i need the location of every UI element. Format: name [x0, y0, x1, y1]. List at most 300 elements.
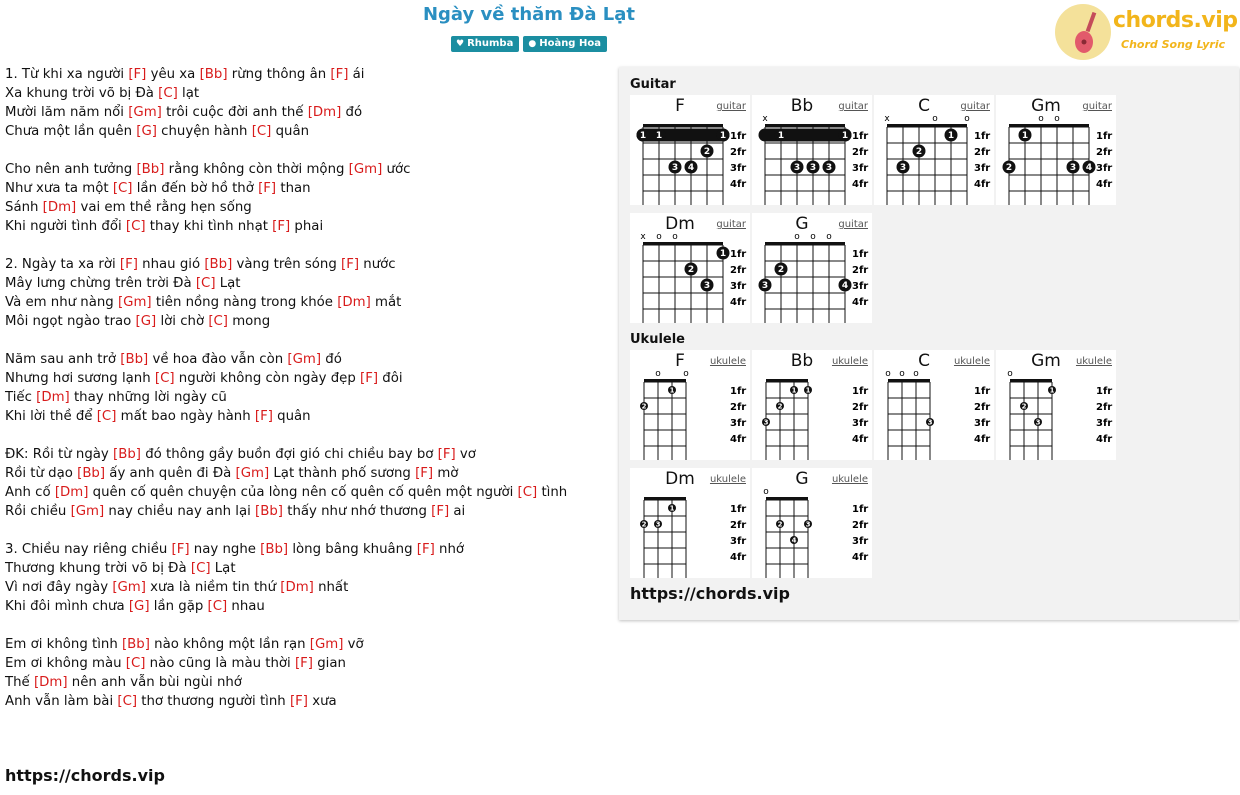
chord-link[interactable]: [Dm]	[36, 390, 70, 405]
fretboard-grid	[630, 213, 750, 323]
chord-type-link[interactable]: guitar	[1082, 101, 1112, 112]
open-mark: o	[656, 232, 662, 242]
chord-link[interactable]: [G]	[128, 599, 150, 614]
lyric-text: ĐK: Rồi từ ngày	[5, 447, 114, 462]
chord-type-link[interactable]: ukulele	[831, 474, 868, 485]
chord-name: Bb	[790, 351, 814, 371]
open-mark: o	[899, 369, 905, 379]
lyric-text: ấy anh quên đi Đà	[105, 466, 236, 481]
lyric-text: mất bao ngày hành	[116, 409, 255, 424]
lyric-spacer	[5, 426, 615, 445]
lyric-text: nên anh vẫn bùi ngùi nhớ	[67, 675, 242, 690]
lyric-text: vơ	[455, 447, 476, 462]
mute-mark: x	[640, 232, 646, 242]
lyric-text: Thế	[5, 675, 34, 690]
lyric-text: phai	[290, 219, 324, 234]
lyric-text: Vì nơi đây ngày	[5, 580, 113, 595]
lyric-text: Tiếc	[5, 390, 37, 405]
chord-name: Dm	[665, 214, 695, 234]
lyric-text: Chưa một lần quên	[5, 124, 137, 139]
fret-label: 4fr	[852, 552, 869, 563]
chord-type-link[interactable]: ukulele	[709, 356, 746, 367]
chord-link[interactable]: [Dm]	[280, 580, 314, 595]
chord-link[interactable]: [F]	[171, 542, 190, 557]
fretboard-grid	[752, 95, 872, 205]
lyric-spacer	[5, 331, 615, 350]
lyric-text: rằng không còn thời mộng	[164, 162, 349, 177]
chord-link[interactable]: [F]	[360, 371, 379, 386]
lyric-text: Em ơi không màu	[5, 656, 126, 671]
chord-type-link[interactable]: guitar	[838, 219, 868, 230]
chord-name: C	[918, 351, 930, 371]
chord-link[interactable]: [Bb]	[113, 447, 141, 462]
lyric-line	[5, 160, 615, 179]
chord-link[interactable]: [Gm]	[287, 352, 322, 367]
fret-label: 4fr	[1096, 434, 1113, 445]
fret-label: 2fr	[852, 147, 869, 158]
chord-link[interactable]: [F]	[330, 67, 349, 82]
lyric-text: đó thông gầy buồn đợi gió chi chiều bay bơ	[140, 447, 438, 462]
chord-link[interactable]: [C]	[96, 409, 117, 424]
chord-diagram-f-ukulele[interactable]	[630, 350, 750, 460]
chord-link[interactable]: [Gm]	[235, 466, 270, 481]
lyric-text: Nhưng hơi sương lạnh	[5, 371, 155, 386]
chord-link[interactable]: [C]	[154, 371, 175, 386]
chord-link[interactable]: [F]	[437, 447, 456, 462]
lyric-text: Anh vẫn làm bài	[5, 694, 118, 709]
lyric-line	[5, 255, 615, 274]
finger-number: 1	[791, 386, 797, 395]
open-mark: o	[885, 369, 891, 379]
chord-link[interactable]: [Gm]	[70, 504, 105, 519]
chord-link[interactable]: [Dm]	[33, 675, 68, 690]
chord-link[interactable]: [Bb]	[260, 542, 289, 557]
finger-number: 3	[809, 163, 817, 174]
finger-number: 3	[761, 281, 769, 292]
tag-genre[interactable]	[451, 36, 519, 52]
fret-label: 3fr	[730, 536, 747, 547]
lyric-line	[5, 483, 615, 502]
fret-label: 4fr	[852, 434, 869, 445]
fret-label: 1fr	[1096, 131, 1113, 142]
fret-label: 2fr	[852, 520, 869, 531]
chord-link[interactable]: [Bb]	[77, 466, 106, 481]
chord-link[interactable]: [C]	[517, 485, 538, 500]
guitar-icon	[1073, 12, 1103, 58]
lyric-text: xưa là niềm tin thứ	[145, 580, 281, 595]
finger-number: 3	[927, 418, 933, 427]
lyric-text: Lạt	[210, 561, 236, 576]
lyric-line	[5, 673, 615, 692]
lyric-text: thay khi tình nhạt	[145, 219, 273, 234]
lyric-text: đó	[321, 352, 342, 367]
fret-label: 1fr	[852, 386, 869, 397]
chord-diagram-gm-ukulele[interactable]	[996, 350, 1116, 460]
chord-link[interactable]: [F]	[258, 181, 277, 196]
fretboard-grid	[752, 213, 872, 323]
fret-label: 3fr	[974, 163, 991, 174]
lyric-line	[5, 635, 615, 654]
lyric-text: nay chiều nay anh lại	[104, 504, 256, 519]
chord-type-link[interactable]: ukulele	[831, 356, 868, 367]
chord-diagram-bb-ukulele[interactable]	[752, 350, 872, 460]
chord-name: Gm	[1031, 351, 1061, 371]
fret-label: 3fr	[730, 418, 747, 429]
finger-number: 2	[703, 147, 711, 158]
lyric-text: 3. Chiều nay riêng chiều	[5, 542, 172, 557]
lyric-text: rừng thông ân	[227, 67, 331, 82]
lyric-text: Lạt	[215, 276, 241, 291]
finger-number: 3	[703, 281, 711, 292]
lyric-text: lòng bâng khuâng	[288, 542, 417, 557]
lyrics-block	[5, 65, 615, 711]
tag-artist-label: Hoàng Hoa	[539, 38, 601, 49]
lyric-text: ái	[348, 67, 365, 82]
chord-type-link[interactable]: ukulele	[1075, 356, 1112, 367]
chord-diagram-dm-ukulele[interactable]	[630, 468, 750, 578]
chord-link[interactable]: [C]	[190, 561, 211, 576]
lyric-text: vàng trên sóng	[232, 257, 342, 272]
site-logo[interactable]	[1055, 2, 1238, 60]
fret-label: 3fr	[974, 418, 991, 429]
fretboard-grid	[996, 95, 1116, 205]
lyric-text: ước	[382, 162, 411, 177]
finger-number: 1	[669, 386, 675, 395]
lyric-line	[5, 407, 615, 426]
lyric-text: mờ	[433, 466, 459, 481]
lyric-text: nhất	[313, 580, 349, 595]
lyric-text: nhớ	[434, 542, 465, 557]
chord-name: C	[918, 96, 930, 116]
finger-number: 3	[899, 163, 907, 174]
lyric-text: Khi đôi mình chưa	[5, 599, 129, 614]
lyric-spacer	[5, 616, 615, 635]
chord-diagram-c-ukulele[interactable]	[874, 350, 994, 460]
lyric-text: lần gặp	[149, 599, 208, 614]
chord-link[interactable]: [Bb]	[199, 67, 228, 82]
lyric-text: Như xưa ta một	[5, 181, 113, 196]
lyric-line	[5, 540, 615, 559]
fret-label: 2fr	[852, 265, 869, 276]
lyric-text: Cho nên anh tưởng	[5, 162, 137, 177]
open-mark: o	[964, 114, 970, 124]
chord-link[interactable]: [G]	[135, 314, 157, 329]
chord-type-link[interactable]: ukulele	[709, 474, 746, 485]
chord-name: G	[795, 469, 809, 489]
fret-label: 1fr	[730, 131, 747, 142]
lyric-text: Và em như nàng	[5, 295, 118, 310]
lyric-line	[5, 502, 615, 521]
chord-link[interactable]: [F]	[294, 656, 313, 671]
lyric-text: 2. Ngày ta xa rời	[5, 257, 120, 272]
fret-label: 2fr	[730, 520, 747, 531]
chord-type-link[interactable]: guitar	[960, 101, 990, 112]
chord-link[interactable]: [Gm]	[348, 162, 383, 177]
lyric-text: quân	[272, 409, 311, 424]
fret-label: 3fr	[852, 281, 869, 292]
finger-number: 1	[639, 131, 647, 142]
fret-label: 2fr	[1096, 147, 1113, 158]
chord-name: Gm	[1031, 96, 1061, 116]
fret-label: 3fr	[852, 536, 869, 547]
fret-label: 2fr	[730, 265, 747, 276]
fret-label: 4fr	[730, 552, 747, 563]
fret-label: 2fr	[1096, 402, 1113, 413]
fret-label: 2fr	[852, 402, 869, 413]
finger-number: 1	[655, 131, 663, 142]
lyric-text: Năm sau anh trở	[5, 352, 121, 367]
lyric-text: lần đến bờ hồ thở	[132, 181, 259, 196]
fret-label: 3fr	[1096, 163, 1113, 174]
finger-number: 3	[805, 520, 811, 529]
chord-type-link[interactable]: guitar	[716, 101, 746, 112]
chord-panel	[619, 67, 1239, 620]
logo-text: chords.vip	[1113, 8, 1238, 33]
lyric-spacer	[5, 236, 615, 255]
fret-label: 1fr	[974, 131, 991, 142]
fret-label: 4fr	[974, 179, 991, 190]
lyric-line	[5, 464, 615, 483]
chord-link[interactable]: [Bb]	[204, 257, 233, 272]
chord-name: G	[795, 214, 809, 234]
finger-number: 4	[791, 536, 797, 545]
chord-diagram-g-ukulele[interactable]	[752, 468, 872, 578]
lyric-text: Rồi chiều	[5, 504, 71, 519]
lyric-text: đó	[341, 105, 363, 120]
chord-link[interactable]: [C]	[207, 599, 228, 614]
chord-type-link[interactable]: guitar	[838, 101, 868, 112]
chord-link[interactable]: [Gm]	[117, 295, 152, 310]
chord-link[interactable]: [C]	[125, 219, 146, 234]
lyric-line	[5, 65, 615, 84]
fret-label: 3fr	[852, 163, 869, 174]
finger-number: 2	[777, 402, 783, 411]
lyric-text: than	[276, 181, 311, 196]
chord-diagram-g-guitar[interactable]	[752, 213, 872, 323]
lyric-line	[5, 274, 615, 293]
lyric-line	[5, 559, 615, 578]
finger-number: 2	[1021, 402, 1027, 411]
lyric-line	[5, 597, 615, 616]
lyric-line	[5, 578, 615, 597]
chord-link[interactable]: [F]	[431, 504, 450, 519]
lyric-line	[5, 369, 615, 388]
mute-mark: x	[762, 114, 768, 124]
footer-url[interactable]: https://chords.vip	[5, 766, 165, 785]
chord-link[interactable]: [Bb]	[255, 504, 283, 519]
fret-label: 2fr	[730, 402, 747, 413]
chord-diagram-dm-guitar[interactable]	[630, 213, 750, 323]
fret-label: 1fr	[730, 504, 747, 515]
chord-link[interactable]: [Bb]	[136, 162, 165, 177]
finger-number: 2	[915, 147, 923, 158]
open-mark: o	[913, 369, 919, 379]
fretboard-grid	[630, 468, 750, 578]
lyric-text: Thương khung trời võ bị Đà	[5, 561, 191, 576]
chord-link[interactable]: [Dm]	[42, 200, 77, 215]
fret-label: 4fr	[852, 179, 869, 190]
fret-label: 1fr	[852, 504, 869, 515]
fret-label: 4fr	[730, 434, 747, 445]
tag-artist[interactable]	[523, 36, 607, 52]
lyric-text: vai em thề rằng hẹn sống	[76, 200, 252, 215]
barre-mark	[759, 129, 852, 142]
fretboard-grid	[996, 350, 1116, 460]
chord-link[interactable]: [C]	[112, 181, 133, 196]
lyric-line	[5, 692, 615, 711]
lyric-text: quên cố quên chuyện của lòng nên cố quên cố quên một người	[88, 485, 518, 500]
chord-link[interactable]: [F]	[119, 257, 138, 272]
chord-link[interactable]: [Dm]	[307, 105, 342, 120]
finger-number: 1	[777, 131, 785, 142]
chord-diagram-c-guitar[interactable]	[874, 95, 994, 205]
finger-number: 2	[641, 520, 647, 529]
chord-link[interactable]: [C]	[195, 276, 216, 291]
lyric-text: nào cũng là màu thời	[145, 656, 295, 671]
lyric-line	[5, 350, 615, 369]
finger-number: 3	[825, 163, 833, 174]
lyric-line	[5, 445, 615, 464]
lyric-spacer	[5, 521, 615, 540]
fret-label: 4fr	[852, 297, 869, 308]
lyric-text: Anh cố	[5, 485, 55, 500]
fret-label: 2fr	[974, 147, 991, 158]
chord-link[interactable]: [Dm]	[54, 485, 89, 500]
song-tags	[451, 36, 607, 52]
chord-link[interactable]: [C]	[208, 314, 228, 329]
chord-link[interactable]: [Gm]	[112, 580, 146, 595]
fret-label: 4fr	[730, 179, 747, 190]
lyric-text: mắt	[370, 295, 402, 310]
fretboard-grid	[874, 350, 994, 460]
lyric-text: quân	[271, 124, 310, 139]
fret-label: 1fr	[730, 386, 747, 397]
lyric-text: thấy như nhớ thương	[283, 504, 432, 519]
lyric-line	[5, 654, 615, 673]
lyric-text: nay nghe	[189, 542, 261, 557]
chord-link[interactable]: [Dm]	[337, 295, 371, 310]
chord-link[interactable]: [C]	[125, 656, 146, 671]
lyric-spacer	[5, 141, 615, 160]
lyric-text: nước	[359, 257, 396, 272]
lyric-text: ai	[449, 504, 466, 519]
lyric-text: thơ thương người tình	[137, 694, 290, 709]
chord-diagram-f-guitar[interactable]	[630, 95, 750, 205]
chord-link[interactable]: [F]	[416, 542, 435, 557]
finger-number: 3	[793, 163, 801, 174]
finger-number: 3	[763, 418, 769, 427]
chord-link[interactable]: [F]	[341, 257, 360, 272]
lyric-line	[5, 293, 615, 312]
lyric-text: nào không một lần rạn	[149, 637, 310, 652]
finger-number: 3	[655, 520, 661, 529]
lyric-text: người không còn ngày đẹp	[174, 371, 360, 386]
chord-link[interactable]: [C]	[251, 124, 272, 139]
guitar-section-label: Guitar	[630, 77, 676, 92]
finger-number: 2	[777, 265, 785, 276]
chord-link[interactable]: [C]	[117, 694, 138, 709]
heart-icon: ♥	[456, 39, 465, 49]
chord-name: Dm	[665, 469, 695, 489]
lyric-text: Xa khung trời võ bị Đà	[5, 86, 159, 101]
chord-link[interactable]: [Gm]	[309, 637, 344, 652]
lyric-text: Sánh	[5, 200, 43, 215]
open-mark: o	[932, 114, 938, 124]
lyric-line	[5, 217, 615, 236]
chord-link[interactable]: [F]	[415, 466, 434, 481]
chord-link[interactable]: [Bb]	[121, 637, 150, 652]
person-icon: ●	[528, 39, 537, 49]
tag-genre-label: Rhumba	[467, 38, 514, 49]
finger-number: 4	[1085, 163, 1093, 174]
logo-subtitle: Chord Song Lyric	[1121, 38, 1226, 51]
finger-number: 1	[841, 131, 849, 142]
chord-type-link[interactable]: guitar	[716, 219, 746, 230]
lyric-text: về hoa đào vẫn còn	[148, 352, 288, 367]
lyric-text: lạt	[177, 86, 200, 101]
finger-number: 2	[687, 265, 695, 276]
chord-link[interactable]: [F]	[254, 409, 273, 424]
finger-number: 1	[719, 131, 727, 142]
lyric-text: Mười lăm năm nổi	[5, 105, 129, 120]
lyric-text: nhau	[227, 599, 265, 614]
fret-label: 3fr	[730, 281, 747, 292]
lyric-text: 1. Từ khi xa người	[5, 67, 129, 82]
chord-link[interactable]: [G]	[136, 124, 157, 139]
open-mark: o	[1054, 114, 1060, 124]
fretboard-grid	[630, 95, 750, 205]
fret-label: 1fr	[852, 249, 869, 260]
fretboard-grid	[752, 468, 872, 578]
finger-number: 1	[805, 386, 811, 395]
chord-diagram-bb-guitar[interactable]	[752, 95, 872, 205]
lyric-text: chuyện hành	[156, 124, 252, 139]
chord-link[interactable]: [F]	[272, 219, 291, 234]
lyric-line	[5, 179, 615, 198]
finger-number: 4	[687, 163, 695, 174]
fret-label: 4fr	[1096, 179, 1113, 190]
lyric-text: Lạt thành phố sương	[269, 466, 416, 481]
lyric-text: Mây lưng chừng trên trời Đà	[5, 276, 196, 291]
lyric-text: gian	[312, 656, 346, 671]
chord-link[interactable]: [F]	[289, 694, 308, 709]
fretboard-grid	[874, 95, 994, 205]
song-title: Ngày về thăm Đà Lạt	[422, 4, 636, 25]
open-mark: o	[683, 369, 689, 379]
chord-link[interactable]: [Bb]	[120, 352, 149, 367]
lyric-text: xưa	[307, 694, 337, 709]
chord-diagram-gm-guitar[interactable]	[996, 95, 1116, 205]
fret-label: 2fr	[974, 402, 991, 413]
lyric-text: vỡ	[343, 637, 364, 652]
chord-link[interactable]: [C]	[158, 86, 178, 101]
lyric-text: nhau gió	[137, 257, 205, 272]
open-mark: o	[672, 232, 678, 242]
chord-type-link[interactable]: ukulele	[953, 356, 990, 367]
barre-mark	[637, 129, 730, 142]
lyric-text: Môi ngọt ngào trao	[5, 314, 136, 329]
finger-number: 1	[669, 504, 675, 513]
lyric-text: mong	[227, 314, 271, 329]
panel-url[interactable]: https://chords.vip	[630, 584, 790, 603]
finger-number: 2	[641, 402, 647, 411]
lyric-text: yêu xa	[146, 67, 200, 82]
lyric-text: trôi cuộc đời anh thế	[161, 105, 308, 120]
chord-link[interactable]: [Gm]	[128, 105, 162, 120]
chord-link[interactable]: [F]	[128, 67, 147, 82]
fret-label: 3fr	[730, 163, 747, 174]
finger-number: 3	[1035, 418, 1041, 427]
